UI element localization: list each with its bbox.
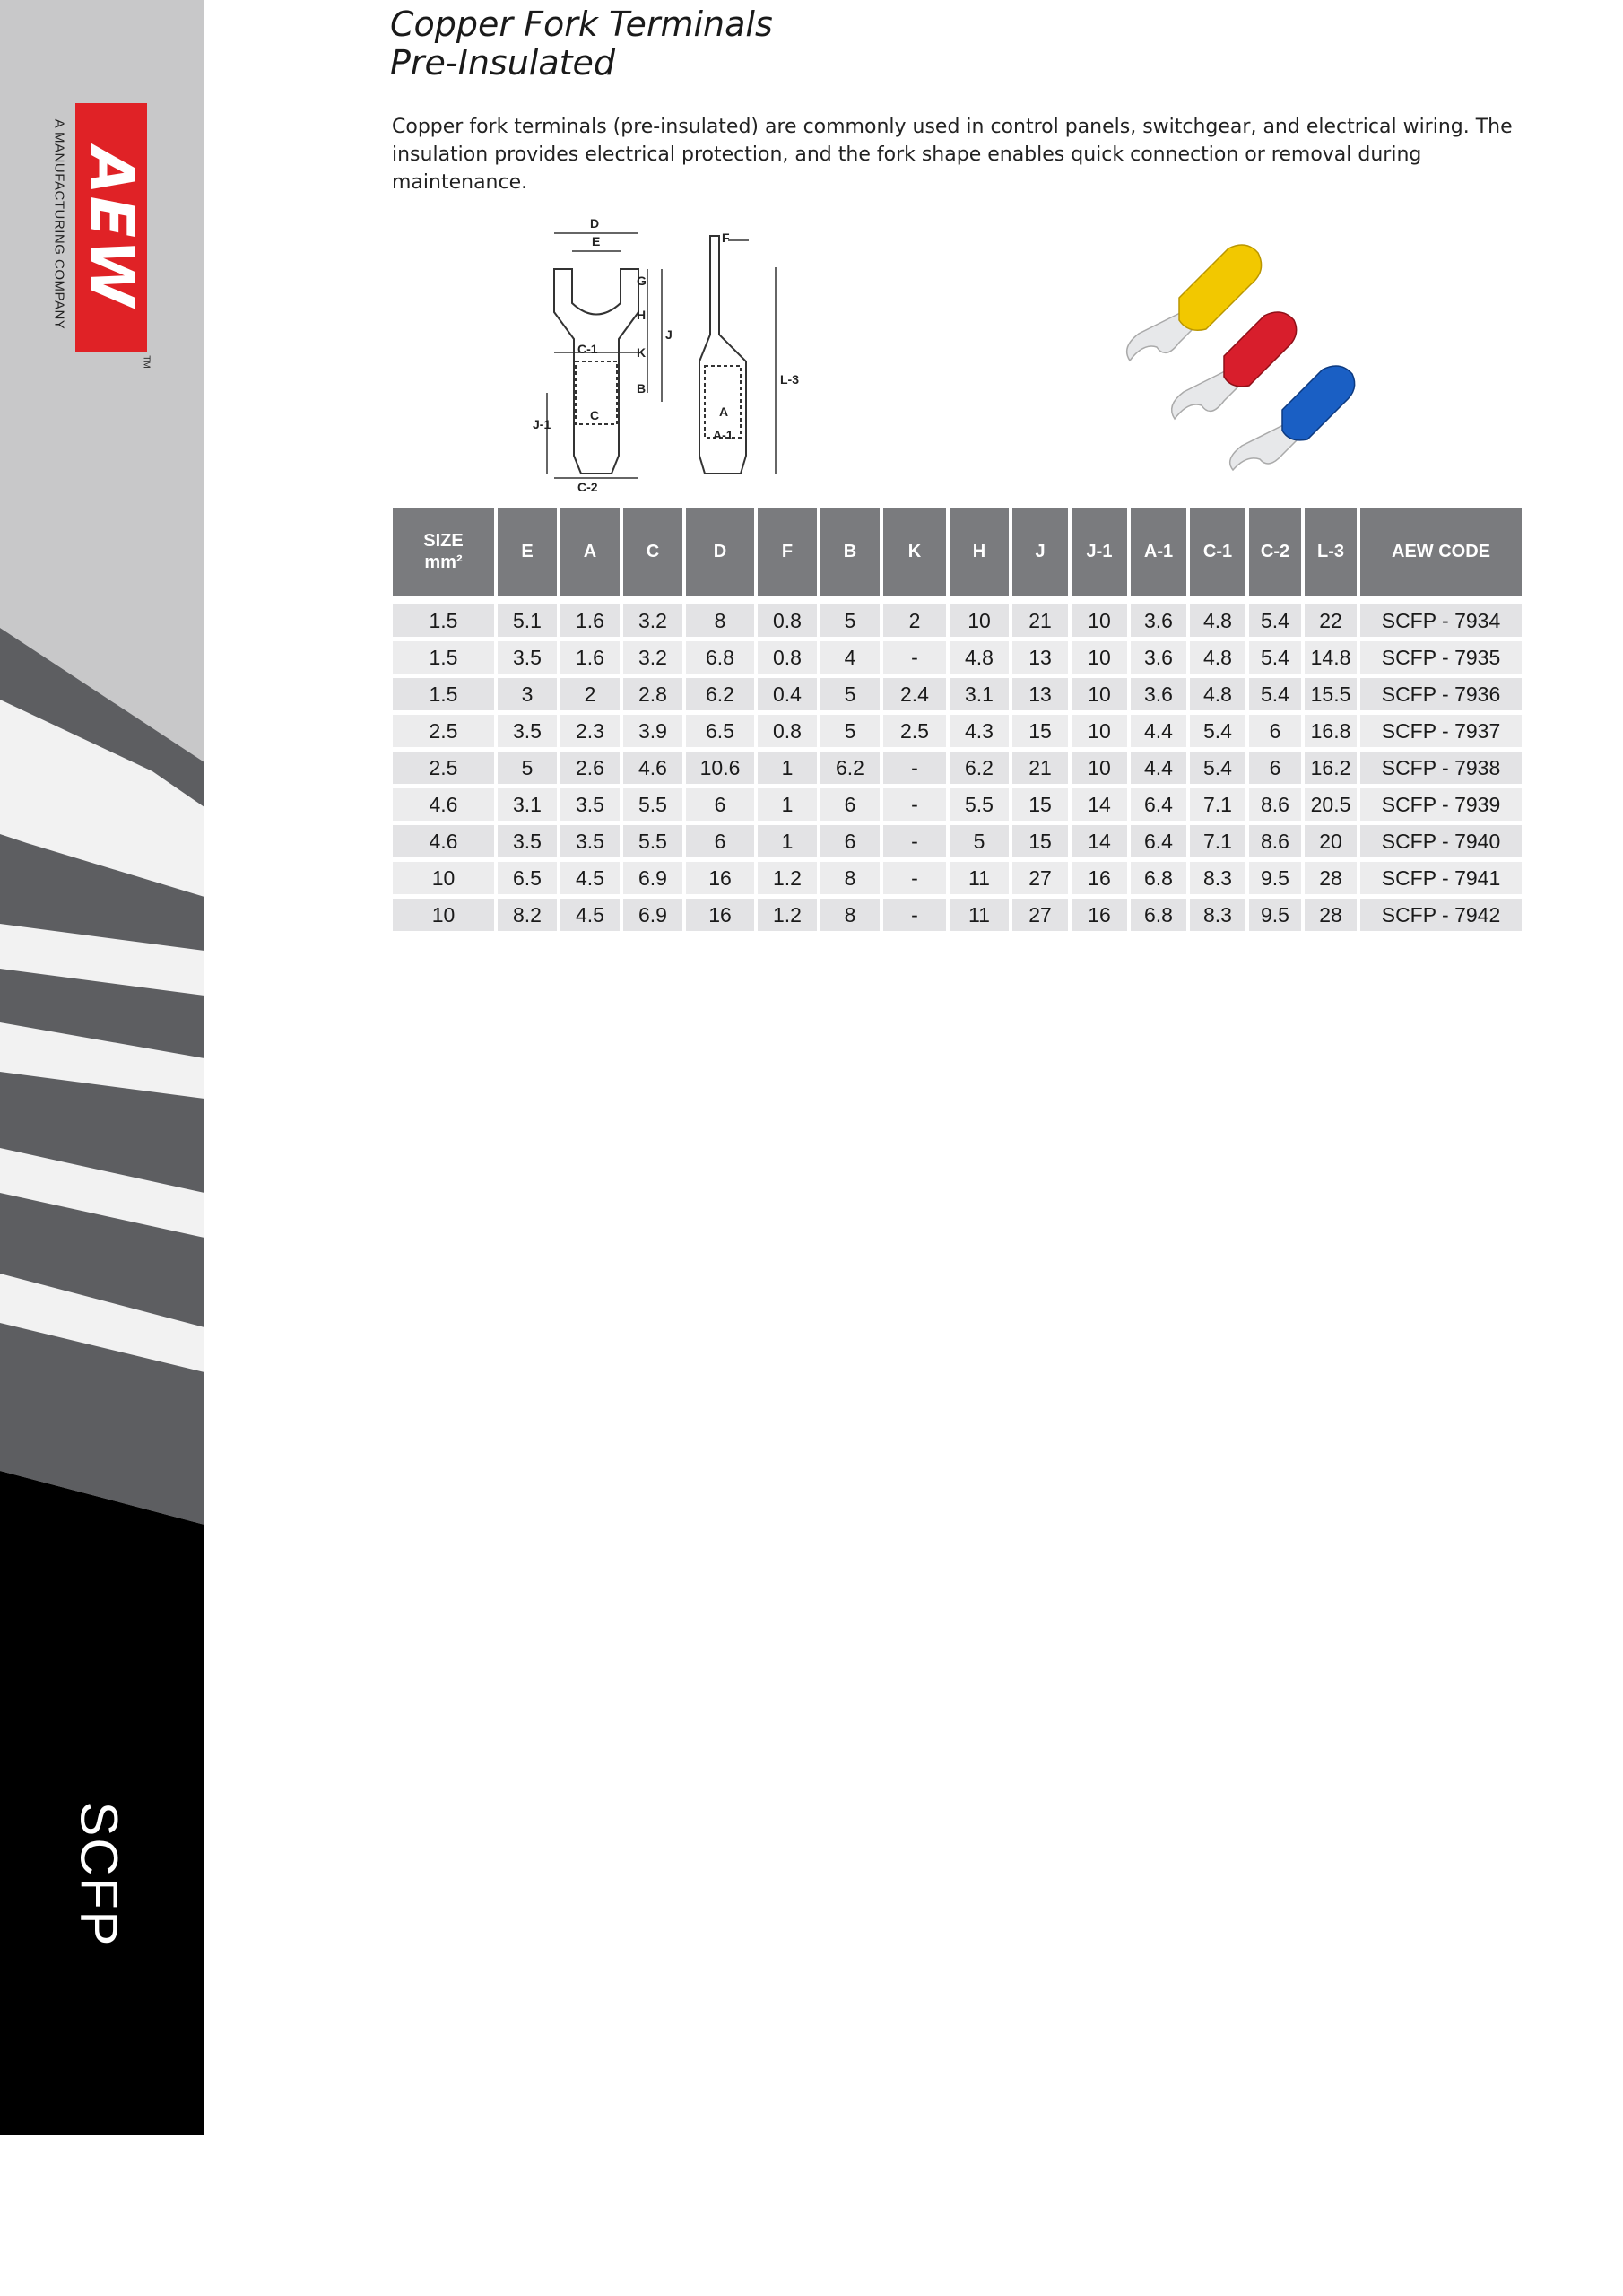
- table-cell: 6.8: [1131, 899, 1186, 931]
- table-cell: SCFP - 7941: [1360, 862, 1522, 894]
- table-cell: 9.5: [1249, 862, 1301, 894]
- table-cell: 4.8: [1190, 678, 1245, 710]
- dim-label-j1: J-1: [533, 417, 551, 431]
- table-cell: 4.4: [1131, 715, 1186, 747]
- table-cell: 1.2: [758, 862, 817, 894]
- dim-label-a: A: [719, 404, 729, 419]
- table-cell: 16: [1072, 862, 1127, 894]
- table-cell: 2: [883, 604, 946, 637]
- technical-drawing: [529, 213, 799, 494]
- table-cell: 3.5: [498, 715, 557, 747]
- sidebar: [0, 0, 204, 2135]
- table-cell: 21: [1012, 752, 1068, 784]
- table-cell: 5: [498, 752, 557, 784]
- table-cell: 5: [820, 678, 880, 710]
- table-cell: -: [883, 752, 946, 784]
- table-header-c: C: [623, 508, 682, 596]
- table-cell: 6: [1249, 715, 1301, 747]
- table-cell: 13: [1012, 641, 1068, 674]
- table-cell: 11: [950, 899, 1009, 931]
- table-header-a-1: A-1: [1131, 508, 1186, 596]
- table-cell: 6: [820, 788, 880, 821]
- table-cell: 1.6: [560, 641, 620, 674]
- table-cell: 6.9: [623, 862, 682, 894]
- table-cell: 5.5: [623, 825, 682, 857]
- table-cell: 7.1: [1190, 788, 1245, 821]
- table-cell: 5.5: [623, 788, 682, 821]
- table-cell: 0.4: [758, 678, 817, 710]
- table-cell: SCFP - 7935: [1360, 641, 1522, 674]
- table-header-aew-code: AEW CODE: [1360, 508, 1522, 596]
- table-row: [393, 715, 1522, 747]
- table-cell: 13: [1012, 678, 1068, 710]
- table-cell: 5: [950, 825, 1009, 857]
- page-description: Copper fork terminals (pre-insulated) are commonly used in control panels, switchgear, and electrical wiring. The insulation provides electrical protection, and the fork shape enables quick connection or removal during maintenance.: [392, 116, 1513, 194]
- table-cell: 6.4: [1131, 788, 1186, 821]
- table-header-e: E: [498, 508, 557, 596]
- table-cell: 3.9: [623, 715, 682, 747]
- table-cell: 14: [1072, 788, 1127, 821]
- table-cell: 15: [1012, 825, 1068, 857]
- table-header-size-line1: SIZE: [423, 531, 464, 551]
- table-cell: 10: [1072, 604, 1127, 637]
- table-cell: 4: [820, 641, 880, 674]
- dim-label-k: K: [637, 345, 647, 360]
- table-cell: 5.4: [1249, 641, 1301, 674]
- table-cell: 5: [820, 604, 880, 637]
- dim-label-h: H: [637, 308, 647, 322]
- table-cell: 16: [1072, 899, 1127, 931]
- table-cell: 4.5: [560, 862, 620, 894]
- table-cell: 6.2: [820, 752, 880, 784]
- table-cell: 27: [1012, 899, 1068, 931]
- table-cell: 6.9: [623, 899, 682, 931]
- table-cell: 1: [758, 752, 817, 784]
- table-cell: 14: [1072, 825, 1127, 857]
- table-cell: 3.6: [1131, 604, 1186, 637]
- table-cell: 3.1: [498, 788, 557, 821]
- table-header-d: D: [686, 508, 754, 596]
- table-cell: 6: [1249, 752, 1301, 784]
- table-row: [393, 752, 1522, 784]
- table-cell: SCFP - 7942: [1360, 899, 1522, 931]
- spec-table: [389, 503, 1525, 935]
- table-cell: 20.5: [1305, 788, 1357, 821]
- table-cell: SCFP - 7938: [1360, 752, 1522, 784]
- table-cell: 28: [1305, 899, 1357, 931]
- table-cell: 2: [560, 678, 620, 710]
- page-title-line2: Pre-Insulated: [390, 43, 616, 83]
- table-cell: 1.2: [758, 899, 817, 931]
- table-cell: SCFP - 7937: [1360, 715, 1522, 747]
- table-cell: 5.4: [1190, 715, 1245, 747]
- table-cell: 2.6: [560, 752, 620, 784]
- table-cell: 5.1: [498, 604, 557, 637]
- table-cell: 8.3: [1190, 899, 1245, 931]
- table-cell: 21: [1012, 604, 1068, 637]
- table-cell: 10: [1072, 678, 1127, 710]
- table-cell: 6.8: [686, 641, 754, 674]
- table-cell: 3.2: [623, 641, 682, 674]
- table-cell: 3.5: [498, 641, 557, 674]
- table-header-c-1: C-1: [1190, 508, 1245, 596]
- dim-label-j: J: [665, 327, 673, 342]
- table-header-row: [393, 508, 1522, 596]
- side-view-sleeve: [705, 366, 741, 438]
- table-cell: 16.2: [1305, 752, 1357, 784]
- table-cell: 0.8: [758, 604, 817, 637]
- table-cell: 3: [498, 678, 557, 710]
- table-cell: 4.6: [623, 752, 682, 784]
- table-cell: 16.8: [1305, 715, 1357, 747]
- table-cell: 11: [950, 862, 1009, 894]
- table-cell: -: [883, 825, 946, 857]
- table-cell: SCFP - 7934: [1360, 604, 1522, 637]
- table-cell: 1.5: [393, 604, 494, 637]
- table-cell: 20: [1305, 825, 1357, 857]
- table-cell: 10: [950, 604, 1009, 637]
- table-header-h: H: [950, 508, 1009, 596]
- table-cell: 3.5: [560, 825, 620, 857]
- table-cell: 8: [686, 604, 754, 637]
- table-cell: 4.5: [560, 899, 620, 931]
- table-cell: 10.6: [686, 752, 754, 784]
- table-cell: 4.8: [1190, 641, 1245, 674]
- table-cell: 6.2: [950, 752, 1009, 784]
- table-cell: 15.5: [1305, 678, 1357, 710]
- table-cell: 27: [1012, 862, 1068, 894]
- table-cell: 2.5: [393, 715, 494, 747]
- table-cell: 4.8: [1190, 604, 1245, 637]
- table-cell: 4.6: [393, 825, 494, 857]
- table-cell: 10: [1072, 752, 1127, 784]
- table-cell: 4.6: [393, 788, 494, 821]
- table-cell: 2.4: [883, 678, 946, 710]
- table-cell: 4.3: [950, 715, 1009, 747]
- table-header-k: K: [883, 508, 946, 596]
- table-cell: 6.4: [1131, 825, 1186, 857]
- table-cell: 8.6: [1249, 788, 1301, 821]
- table-cell: 5.4: [1190, 752, 1245, 784]
- table-row: [393, 604, 1522, 637]
- dim-label-c: C: [590, 408, 600, 422]
- front-view-outline: [554, 269, 638, 474]
- table-cell: 0.8: [758, 715, 817, 747]
- table-cell: 6.5: [498, 862, 557, 894]
- table-cell: 3.5: [498, 825, 557, 857]
- table-cell: 22: [1305, 604, 1357, 637]
- table-cell: SCFP - 7939: [1360, 788, 1522, 821]
- table-cell: SCFP - 7940: [1360, 825, 1522, 857]
- product-photo: [1116, 235, 1385, 477]
- dim-label-c2: C-2: [577, 480, 598, 494]
- table-cell: 10: [1072, 641, 1127, 674]
- trademark-mark: TM: [141, 355, 152, 369]
- dim-label-f: F: [722, 230, 730, 245]
- table-cell: 6: [686, 825, 754, 857]
- table-cell: 8.6: [1249, 825, 1301, 857]
- table-cell: 8: [820, 899, 880, 931]
- table-cell: -: [883, 641, 946, 674]
- table-cell: 3.2: [623, 604, 682, 637]
- page-title-line1: Copper Fork Terminals: [390, 4, 773, 44]
- table-cell: 15: [1012, 788, 1068, 821]
- table-cell: 4.4: [1131, 752, 1186, 784]
- table-cell: 0.8: [758, 641, 817, 674]
- dim-label-a1: A-1: [713, 428, 733, 442]
- table-row: [393, 862, 1522, 894]
- table-cell: 16: [686, 899, 754, 931]
- table-cell: 10: [393, 862, 494, 894]
- table-header-a: A: [560, 508, 620, 596]
- brand-tagline: A MANUFACTURING COMPANY: [51, 118, 67, 330]
- dim-label-e: E: [592, 234, 601, 248]
- table-cell: 6: [820, 825, 880, 857]
- table-cell: 8: [820, 862, 880, 894]
- table-cell: 1.6: [560, 604, 620, 637]
- table-cell: 4.8: [950, 641, 1009, 674]
- table-header-size-line2: mm²: [424, 552, 463, 572]
- dim-label-c1: C-1: [577, 342, 598, 356]
- table-cell: -: [883, 862, 946, 894]
- table-cell: 9.5: [1249, 899, 1301, 931]
- table-header-c-2: C-2: [1249, 508, 1301, 596]
- table-header-j-1: J-1: [1072, 508, 1127, 596]
- dim-label-d: D: [590, 216, 600, 230]
- table-cell: 5.4: [1249, 678, 1301, 710]
- table-cell: 2.8: [623, 678, 682, 710]
- dim-label-b: B: [637, 381, 647, 396]
- table-row: [393, 678, 1522, 710]
- table-header-f: F: [758, 508, 817, 596]
- table-cell: 7.1: [1190, 825, 1245, 857]
- table-header-j: J: [1012, 508, 1068, 596]
- table-cell: 2.3: [560, 715, 620, 747]
- table-cell: 16: [686, 862, 754, 894]
- table-cell: SCFP - 7936: [1360, 678, 1522, 710]
- table-cell: 3.6: [1131, 678, 1186, 710]
- table-cell: 1.5: [393, 641, 494, 674]
- table-cell: 5: [820, 715, 880, 747]
- table-header-l-3: L-3: [1305, 508, 1357, 596]
- sidebar-product-code: SCFP: [69, 1801, 128, 1948]
- table-cell: 1: [758, 788, 817, 821]
- table-row: [393, 825, 1522, 857]
- table-header-b: B: [820, 508, 880, 596]
- table-cell: 6.5: [686, 715, 754, 747]
- table-cell: 10: [1072, 715, 1127, 747]
- table-cell: 3.6: [1131, 641, 1186, 674]
- table-cell: 5.5: [950, 788, 1009, 821]
- page-title: [390, 5, 773, 83]
- table-cell: 1: [758, 825, 817, 857]
- table-cell: 10: [393, 899, 494, 931]
- table-cell: 2.5: [883, 715, 946, 747]
- table-cell: -: [883, 899, 946, 931]
- table-cell: 6.8: [1131, 862, 1186, 894]
- table-cell: -: [883, 788, 946, 821]
- table-cell: 2.5: [393, 752, 494, 784]
- table-cell: 28: [1305, 862, 1357, 894]
- table-cell: 1.5: [393, 678, 494, 710]
- dim-label-g: G: [637, 274, 647, 288]
- dim-label-l3: L-3: [780, 372, 799, 387]
- table-cell: 6.2: [686, 678, 754, 710]
- table-cell: 3.5: [560, 788, 620, 821]
- table-cell: 8.2: [498, 899, 557, 931]
- table-cell: 15: [1012, 715, 1068, 747]
- table-row: [393, 641, 1522, 674]
- table-row: [393, 788, 1522, 821]
- table-row: [393, 899, 1522, 931]
- table-cell: 14.8: [1305, 641, 1357, 674]
- table-cell: 6: [686, 788, 754, 821]
- table-cell: 5.4: [1249, 604, 1301, 637]
- table-cell: 3.1: [950, 678, 1009, 710]
- logo-text: AEW: [75, 146, 147, 309]
- table-cell: 8.3: [1190, 862, 1245, 894]
- table-header-size: [393, 508, 494, 596]
